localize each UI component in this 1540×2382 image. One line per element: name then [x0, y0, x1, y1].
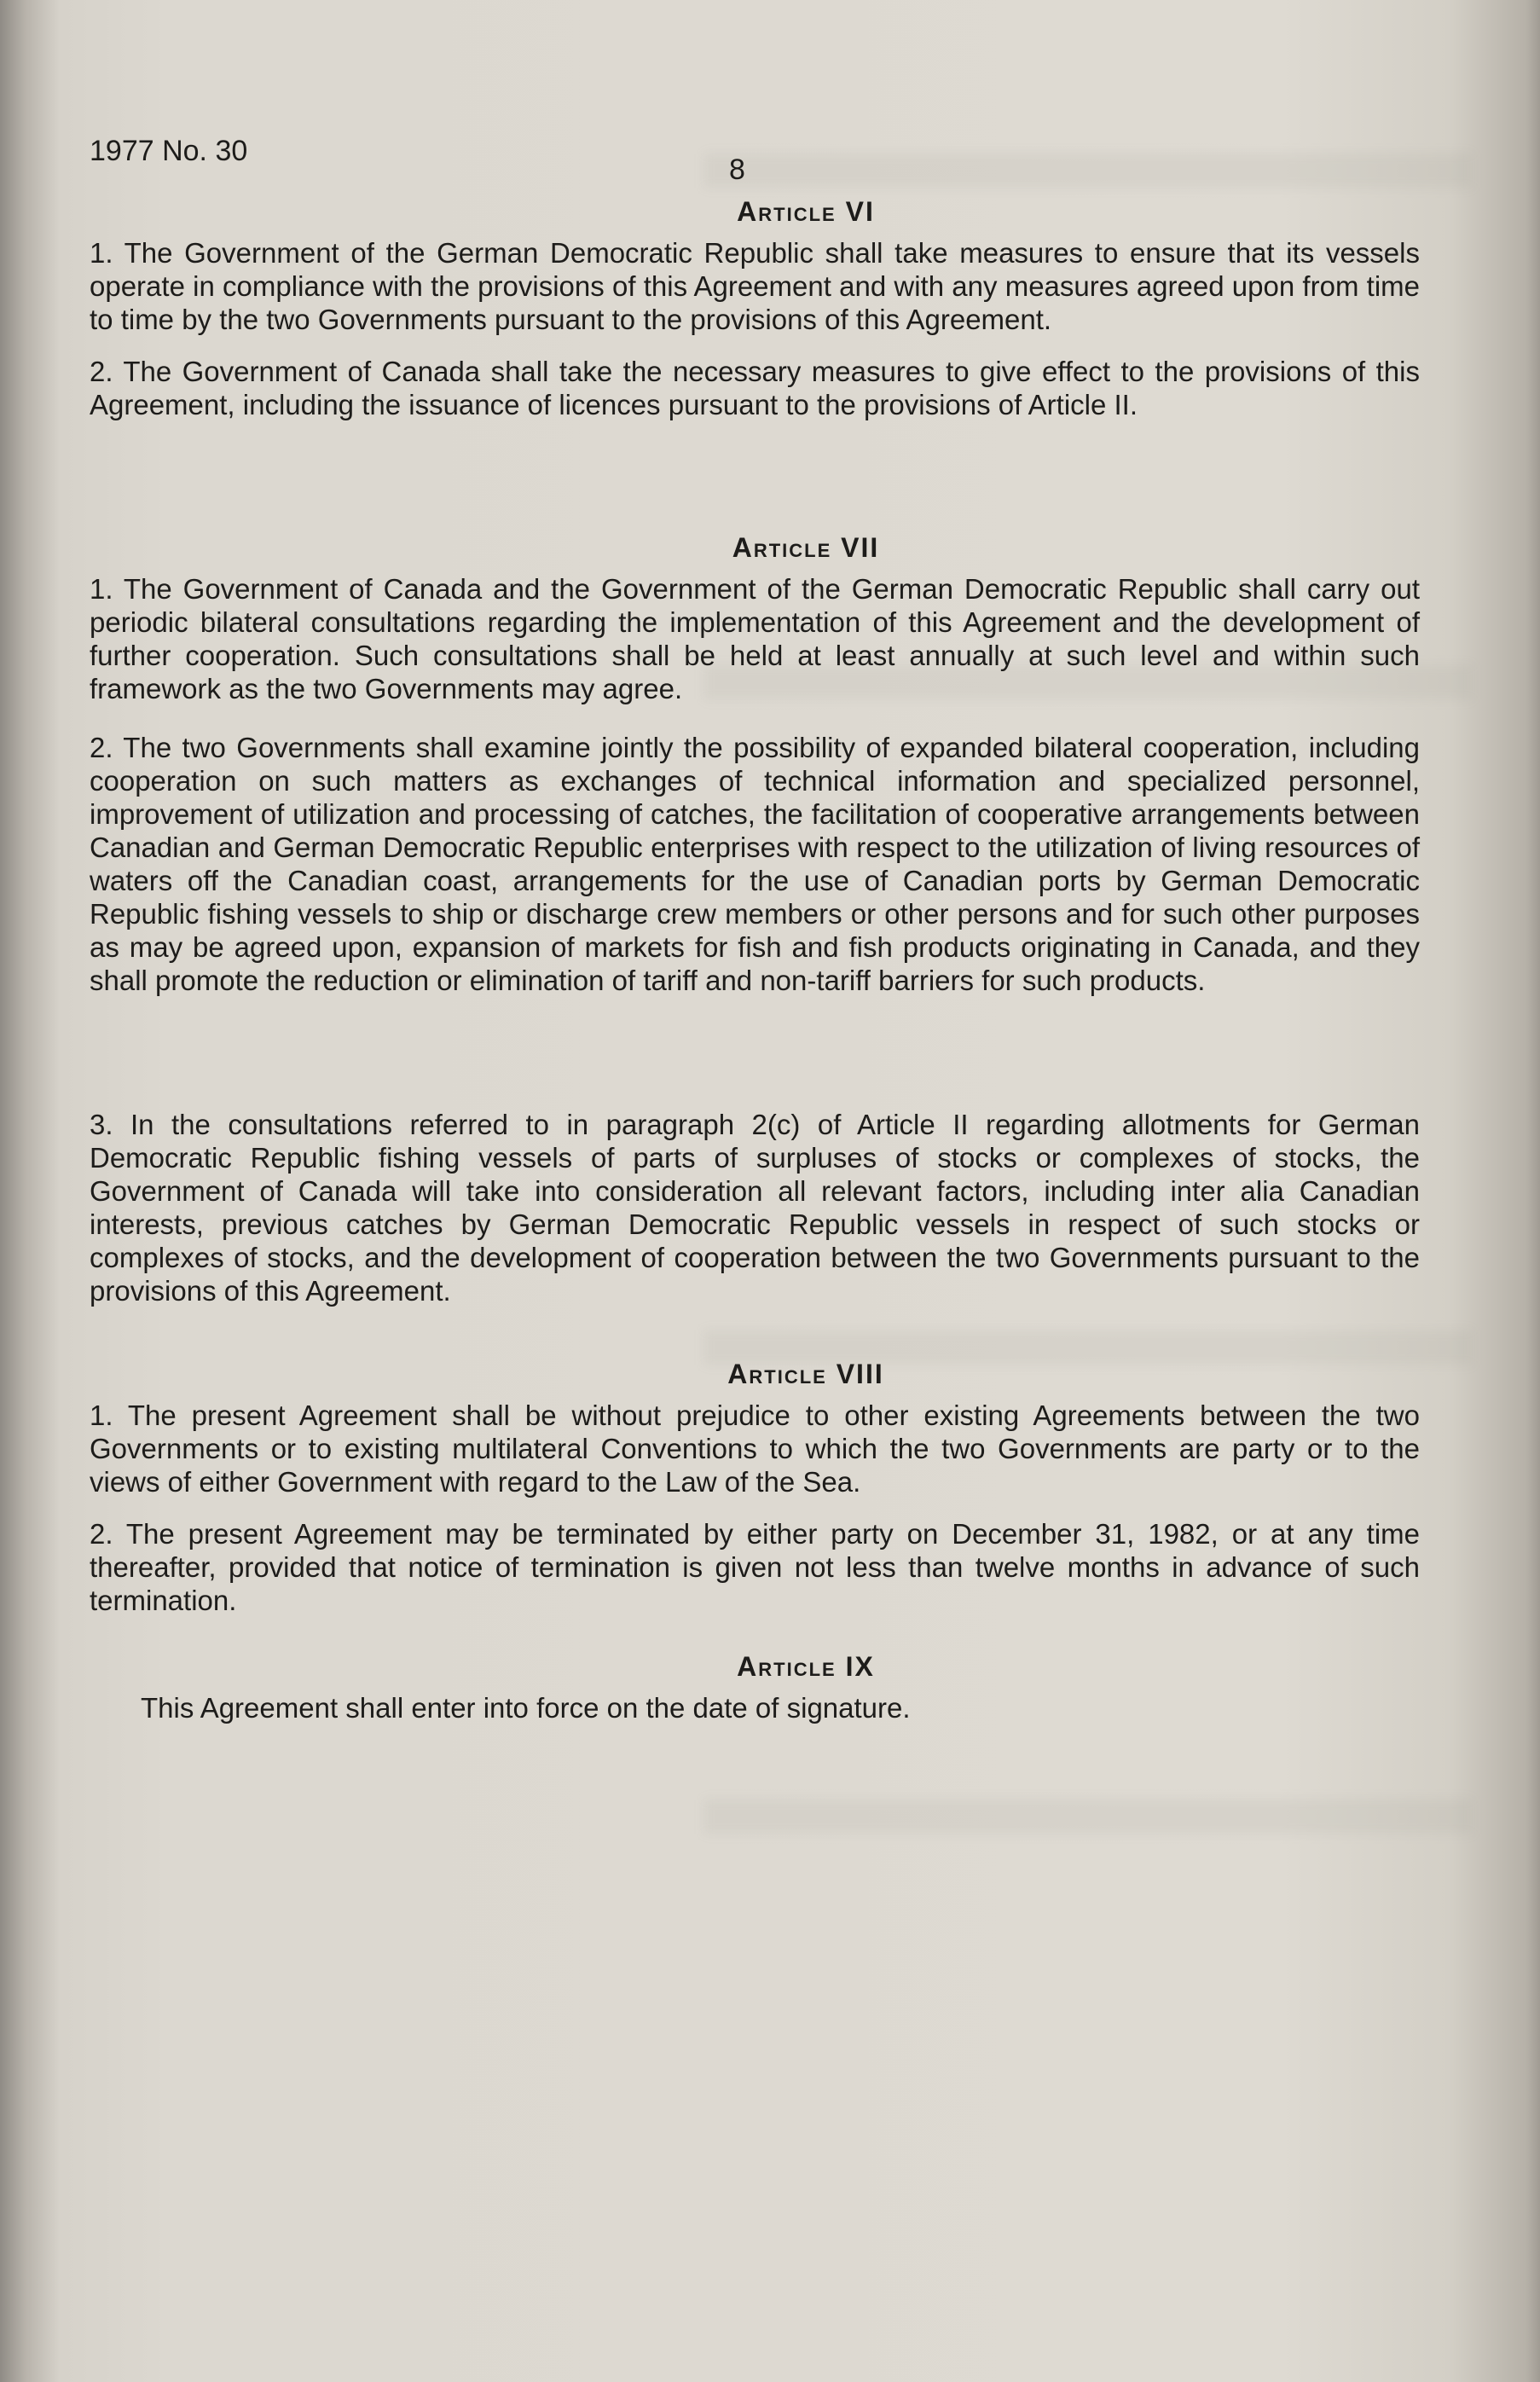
article-paragraph: 2. The present Agreement may be terminated by either party on December 31, 1982, or at any time thereafter, provided that notice of termination is given not less than twelve months in advance of such termination. [90, 1518, 1420, 1616]
article-paragraph: 2. The two Governments shall examine jointly the possibility of expanded bilateral cooperation, including cooperation on such matters as exchanges of technical information and specialized personnel, improvement of utilization and processing of catches, the facilitation of cooperative arrangements between Canadian and German Democratic Republic enterprises with respect to the utilization of living resources of waters off the Canadian coast, arrangements for the use of Canadian ports by German Democratic Republic fishing vessels to ship or discharge crew members or other persons and for such other purposes as may be agreed upon, expansion of markets for fish and fish products originating in Canada, and they shall promote the reduction or elimination of tariff and non-tariff barriers for such products. [90, 732, 1420, 996]
article-title: Article VI [737, 196, 875, 227]
article-vi [90, 196, 1420, 421]
page-content [90, 119, 1420, 1743]
article-paragraph: 1. The Government of Canada and the Government of the German Democratic Republic shall carry out periodic bilateral consultations regarding the implementation of this Agreement and the development of further cooperation. Such consultations shall be held at least annually at such level and within such framework as the two Governments may agree. [90, 573, 1420, 704]
article-paragraph: This Agreement shall enter into force on the date of signature. [141, 1692, 911, 1724]
show-through-shadow [704, 1800, 1472, 1834]
article-paragraph: 1. The Government of the German Democratic Republic shall take measures to ensure that its vessels operate in compliance with the provisions of this Agreement and with any measures agreed upon from time to time by the two Governments pursuant to the provisions of this Agreement. [90, 237, 1420, 335]
article-ix [90, 1651, 1420, 1724]
document-reference: 1977 No. 30 [90, 135, 248, 167]
article-vii [90, 532, 1420, 1307]
article-title: Article VIII [727, 1359, 884, 1389]
article-title: Article IX [737, 1651, 875, 1682]
article-paragraph: 3. In the consultations referred to in paragraph 2(c) of Article II regarding allotments for German Democratic Republic fishing vessels of parts of surpluses of stocks or complexes of stocks, the Government of Canada will take into consideration all relevant factors, including inter alia Canadian interests, previous catches by German Democratic Republic vessels in respect of such stocks or complexes of stocks, and the development of cooperation between the two Governments pursuant to the provisions of this Agreement. [90, 1109, 1420, 1307]
article-title: Article VII [732, 532, 880, 563]
article-paragraph: 2. The Government of Canada shall take the necessary measures to give effect to the provisions of this Agreement, including the issuance of licences pursuant to the provisions of Article II. [90, 356, 1420, 420]
page-number: 8 [729, 154, 745, 186]
running-head [90, 119, 1420, 196]
article-paragraph: 1. The present Agreement shall be without prejudice to other existing Agreements between the two Governments or to existing multilateral Conventions to which the two Governments are party or to the views of either Government with regard to the Law of the Sea. [90, 1400, 1420, 1498]
article-viii [90, 1359, 1420, 1617]
